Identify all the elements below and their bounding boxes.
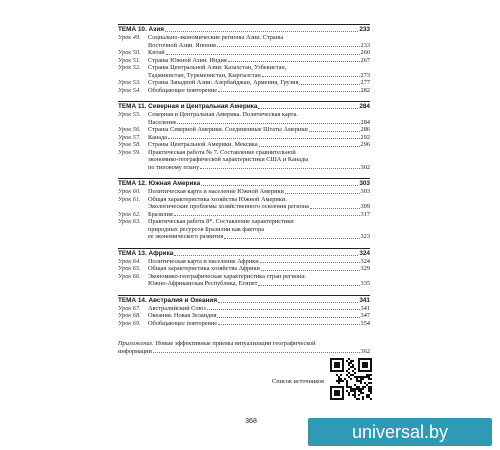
toc-topic [118, 295, 370, 328]
leader-dots [218, 87, 359, 93]
lesson-label: Урок 64. [118, 257, 141, 265]
appendix-text-2: информации [118, 347, 152, 355]
lesson-text [148, 79, 370, 87]
lesson-page: 341 [360, 304, 370, 312]
lesson-title: Таджикистан, Туркменистан, Кыргызстан [148, 71, 261, 79]
lesson-text [148, 273, 370, 288]
lesson-entry [118, 126, 370, 134]
lesson-text [148, 57, 370, 65]
lesson-entry [118, 196, 370, 211]
lesson-title: экономико-географической характеристики США и Канады [148, 156, 309, 163]
lesson-page: 277 [360, 79, 370, 86]
lesson-line [148, 265, 370, 273]
lesson-title: Австралийский Союз [148, 304, 206, 312]
lesson-page: 309 [360, 203, 370, 210]
lesson-line [148, 164, 370, 172]
lesson-line [148, 134, 370, 142]
appendix-page: 362 [360, 347, 370, 355]
lesson-title: Южно-Африканская Республика, Египет [148, 280, 258, 287]
lesson-entry [118, 87, 370, 95]
lesson-text [148, 141, 370, 149]
lesson-line [148, 226, 370, 234]
lesson-text [148, 211, 370, 219]
lesson-entry [118, 49, 370, 57]
leader-dots [262, 72, 360, 78]
lesson-title: Китай [148, 49, 165, 56]
lesson-title: Обобщающее повторение [148, 86, 218, 94]
lesson-entry [118, 265, 370, 273]
leader-dots [200, 164, 359, 170]
toc-topic [118, 248, 370, 288]
lesson-label: Урок 60. [118, 188, 141, 195]
lesson-page: 354 [360, 319, 370, 327]
lesson-text [148, 34, 370, 49]
lesson-line [148, 49, 370, 57]
lesson-text [148, 126, 370, 134]
lesson-text [148, 196, 370, 211]
lesson-line [148, 188, 370, 196]
lesson-text [148, 312, 370, 320]
lesson-label: Урок 63. [118, 218, 141, 225]
lesson-page: 273 [360, 71, 370, 79]
lesson-page: 347 [360, 312, 370, 319]
lesson-entry [118, 57, 370, 65]
lesson-label: Урок 49. [118, 34, 141, 41]
leader-dots [201, 180, 358, 186]
lesson-line [148, 64, 370, 72]
topic-title: ТЕМА 10. Азия [118, 26, 164, 33]
leader-dots [258, 280, 359, 286]
lesson-entry [118, 273, 370, 288]
leader-dots [228, 57, 360, 63]
table-of-contents [118, 24, 370, 327]
lesson-label: Урок 55. [118, 111, 141, 118]
lesson-line [148, 218, 370, 226]
site-watermark: universal.by [308, 418, 492, 446]
lesson-line [148, 312, 370, 320]
toc-topic [118, 24, 370, 94]
leader-dots [258, 103, 358, 109]
lesson-entry [118, 134, 370, 142]
lesson-line [148, 320, 370, 328]
leader-dots [217, 312, 359, 318]
lesson-entry [118, 320, 370, 328]
topic-heading [118, 101, 370, 111]
leader-dots [177, 119, 359, 125]
lesson-label: Урок 52. [118, 64, 141, 71]
lesson-entry [118, 218, 370, 241]
lesson-entry [118, 258, 370, 266]
lesson-text [148, 64, 370, 79]
lesson-entry [118, 312, 370, 320]
lesson-line [148, 233, 370, 241]
leader-dots [309, 126, 360, 132]
toc-topic [118, 178, 370, 241]
leader-dots [174, 211, 360, 217]
topic-heading [118, 178, 370, 188]
lesson-title: природных ресурсов Бразилии как фактора [148, 225, 265, 233]
lesson-title: Практическая работа № 7. Составление сравнительной [148, 148, 296, 156]
leader-dots [166, 49, 360, 55]
leader-dots [218, 320, 359, 326]
lesson-line [148, 149, 370, 157]
lesson-page: 317 [360, 210, 370, 218]
lesson-label: Урок 53. [118, 79, 141, 86]
topic-heading [118, 24, 370, 34]
leader-dots [299, 79, 359, 85]
appendix-label: Приложение. [118, 340, 154, 347]
lesson-text [148, 305, 370, 313]
lesson-line [148, 305, 370, 313]
lesson-line [148, 258, 370, 266]
lesson-label: Урок 50. [118, 49, 141, 56]
leader-dots [168, 134, 359, 140]
lesson-title: по типовому плану [148, 163, 200, 171]
lesson-page: 323 [360, 233, 370, 240]
topic-title: ТЕМА 13. Африка [118, 249, 174, 257]
lesson-text [148, 258, 370, 266]
lesson-label: Урок 51. [118, 56, 141, 64]
lesson-label: Урок 66. [118, 272, 141, 280]
lesson-title: Страны Центральной Азии: Казахстан, Узбекистан, [148, 64, 287, 71]
lesson-title: Северная и Центральная Америка. Политическая карта. [148, 111, 298, 118]
lesson-line [148, 211, 370, 219]
lesson-line [148, 141, 370, 149]
topic-page: 324 [359, 249, 370, 257]
lesson-page: 302 [360, 163, 370, 171]
topic-heading [118, 295, 370, 305]
appendix-text-1: Новые эффективные приемы визуализации географической [155, 340, 316, 347]
topic-page: 303 [359, 180, 370, 187]
lesson-line [148, 87, 370, 95]
qr-code-graphic [330, 358, 372, 400]
lesson-title: Восточной Азии. Япония [148, 41, 216, 49]
lesson-entry [118, 188, 370, 196]
appendix-line [118, 340, 370, 348]
lesson-page: 260 [360, 49, 370, 56]
lesson-page: 335 [360, 280, 370, 287]
lesson-page: 329 [360, 265, 370, 272]
leader-dots [260, 258, 360, 264]
lesson-page: 303 [360, 188, 370, 195]
lesson-line [148, 156, 370, 164]
lesson-title: Страны Северной Америки. Соединенные Штаты Америки [148, 126, 308, 133]
lesson-text [148, 320, 370, 328]
topic-title: ТЕМА 11. Северная и Центральная Америка [118, 103, 258, 110]
lesson-text [148, 188, 370, 196]
lesson-line [148, 280, 370, 288]
page-number: 368 [245, 418, 257, 425]
lesson-text [148, 218, 370, 241]
lesson-title: Социально-экономические регионы Азии. Страны [148, 34, 284, 41]
leader-dots [259, 141, 360, 147]
lesson-page: 324 [360, 257, 370, 265]
sources-label: Список источников [272, 378, 325, 385]
leader-dots [285, 188, 360, 194]
lesson-entry [118, 111, 370, 126]
lesson-line [148, 196, 370, 204]
lesson-page: 284 [360, 118, 370, 126]
lesson-title: Политическая карта и население Южной Америки [148, 188, 284, 195]
lesson-label: Урок 67. [118, 304, 141, 312]
lesson-page: 233 [360, 41, 370, 49]
lesson-title: Общая характеристика хозяйства Африки [148, 265, 260, 272]
lesson-text [148, 49, 370, 57]
leader-dots [153, 348, 360, 354]
lesson-text [148, 134, 370, 142]
topic-page: 233 [359, 26, 370, 33]
lesson-title: Канада [148, 133, 168, 141]
leader-dots [217, 42, 360, 48]
lesson-title: Практическая работа 8*. Составление характеристики [148, 218, 294, 225]
lesson-title: Общая характеристика хозяйства Южной Америки. [148, 195, 287, 203]
lesson-label: Урок 57. [118, 133, 141, 141]
topic-title: ТЕМА 12. Южная Америка [118, 180, 201, 187]
lesson-page: 286 [360, 126, 370, 133]
toc-topic [118, 101, 370, 171]
lesson-entry [118, 305, 370, 313]
lesson-line [148, 72, 370, 80]
lesson-entry [118, 211, 370, 219]
lesson-text [148, 265, 370, 273]
lesson-title: Население [148, 118, 177, 126]
lesson-label: Урок 65. [118, 265, 141, 272]
lesson-title: Страны Южной Азии. Индия [148, 56, 227, 64]
lesson-title: Страны Центральной Америки. Мексика [148, 141, 258, 148]
lesson-title: Политическая карта и население Африки [148, 257, 259, 265]
lesson-page: 292 [360, 133, 370, 141]
leader-dots [218, 297, 358, 303]
appendix-entry [118, 340, 370, 355]
qr-code-icon[interactable] [330, 358, 372, 400]
lesson-label: Урок 59. [118, 148, 141, 156]
lesson-entry [118, 34, 370, 49]
topic-page: 284 [359, 103, 370, 110]
leader-dots [261, 265, 360, 271]
lesson-label: Урок 54. [118, 86, 141, 94]
lesson-line [148, 34, 370, 42]
lesson-page: 267 [360, 56, 370, 64]
topic-title: ТЕМА 14. Австралия и Океания [118, 296, 218, 304]
lesson-line [148, 126, 370, 134]
lesson-label: Урок 61. [118, 195, 141, 203]
lesson-line [148, 79, 370, 87]
lesson-line [148, 203, 370, 211]
leader-dots [310, 203, 360, 209]
lesson-title: Бразилия [148, 210, 173, 218]
leader-dots [174, 250, 358, 256]
lesson-entry [118, 64, 370, 79]
lesson-entry [118, 79, 370, 87]
lesson-text [148, 149, 370, 172]
lesson-line [148, 42, 370, 50]
lesson-label: Урок 58. [118, 141, 141, 148]
lesson-title: Экономико-географическая характеристика стран региона: [148, 272, 306, 280]
lesson-title: Обобщающее повторение [148, 319, 218, 327]
leader-dots [165, 26, 358, 32]
lesson-title: ее экономического развития [148, 233, 224, 240]
lesson-title: Океания. Новая Зеландия [148, 312, 217, 319]
lesson-entry [118, 149, 370, 172]
lesson-label: Урок 68. [118, 312, 141, 319]
lesson-line [148, 111, 370, 119]
lesson-line [148, 57, 370, 65]
lesson-text [148, 111, 370, 126]
lesson-label: Урок 69. [118, 319, 141, 327]
lesson-entry [118, 141, 370, 149]
lesson-line [148, 119, 370, 127]
appendix-line [118, 348, 370, 356]
lesson-label: Урок 62. [118, 210, 141, 218]
lesson-title: Экологические проблемы хозяйственного освоения региона [148, 203, 309, 210]
lesson-text [148, 87, 370, 95]
leader-dots [224, 233, 359, 239]
lesson-title: Страны Западной Азии: Азербайджан, Армения, Грузия [148, 79, 299, 86]
lesson-label: Урок 56. [118, 126, 141, 133]
lesson-line [148, 273, 370, 281]
lesson-page: 282 [360, 86, 370, 94]
topic-page: 341 [359, 296, 370, 304]
topic-heading [118, 248, 370, 258]
leader-dots [207, 305, 360, 311]
lesson-page: 296 [360, 141, 370, 148]
